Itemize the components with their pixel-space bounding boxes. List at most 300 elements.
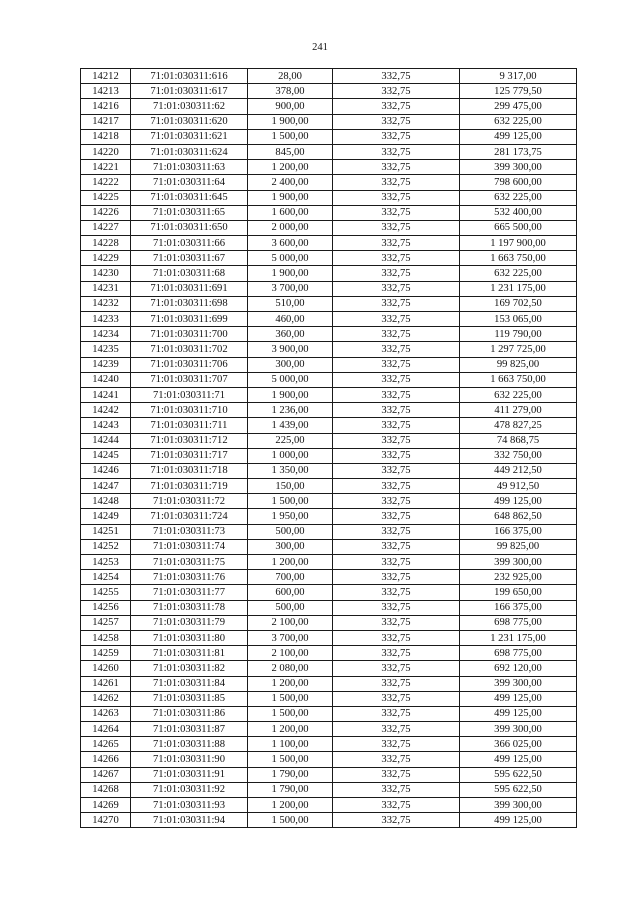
rate-cell: 332,75	[333, 327, 460, 342]
row-number-cell: 14248	[81, 494, 131, 509]
table-row	[81, 463, 577, 478]
cadastral-value-cell: 632 225,00	[460, 387, 577, 402]
table-row	[81, 706, 577, 721]
area-cell: 1 200,00	[248, 722, 333, 737]
area-cell: 300,00	[248, 539, 333, 554]
rate-cell: 332,75	[333, 524, 460, 539]
rate-cell: 332,75	[333, 782, 460, 797]
cadastral-number-cell: 71:01:030311:724	[131, 509, 248, 524]
cadastral-value-cell: 232 925,00	[460, 570, 577, 585]
cadastral-number-cell: 71:01:030311:624	[131, 144, 248, 159]
cadastral-number-cell: 71:01:030311:717	[131, 448, 248, 463]
area-cell: 1 200,00	[248, 555, 333, 570]
rate-cell: 332,75	[333, 281, 460, 296]
rate-cell: 332,75	[333, 509, 460, 524]
row-number-cell: 14257	[81, 615, 131, 630]
rate-cell: 332,75	[333, 312, 460, 327]
rate-cell: 332,75	[333, 798, 460, 813]
cadastral-number-cell: 71:01:030311:707	[131, 372, 248, 387]
area-cell: 1 200,00	[248, 676, 333, 691]
rate-cell: 332,75	[333, 479, 460, 494]
area-cell: 3 600,00	[248, 236, 333, 251]
cadastral-value-cell: 449 212,50	[460, 463, 577, 478]
cadastral-number-cell: 71:01:030311:719	[131, 479, 248, 494]
rate-cell: 332,75	[333, 585, 460, 600]
row-number-cell: 14246	[81, 463, 131, 478]
rate-cell: 332,75	[333, 661, 460, 676]
cadastral-number-cell: 71:01:030311:81	[131, 646, 248, 661]
cadastral-number-cell: 71:01:030311:712	[131, 433, 248, 448]
row-number-cell: 14251	[81, 524, 131, 539]
cadastral-number-cell: 71:01:030311:92	[131, 782, 248, 797]
cadastral-number-cell: 71:01:030311:64	[131, 175, 248, 190]
table-row	[81, 84, 577, 99]
rate-cell: 332,75	[333, 691, 460, 706]
row-number-cell: 14221	[81, 160, 131, 175]
rate-cell: 332,75	[333, 448, 460, 463]
table-row	[81, 615, 577, 630]
table-row	[81, 539, 577, 554]
table-row	[81, 327, 577, 342]
area-cell: 2 400,00	[248, 175, 333, 190]
cadastral-number-cell: 71:01:030311:63	[131, 160, 248, 175]
row-number-cell: 14234	[81, 327, 131, 342]
row-number-cell: 14253	[81, 555, 131, 570]
cadastral-number-cell: 71:01:030311:702	[131, 342, 248, 357]
row-number-cell: 14213	[81, 84, 131, 99]
cadastral-value-cell: 332 750,00	[460, 448, 577, 463]
cadastral-number-cell: 71:01:030311:66	[131, 236, 248, 251]
row-number-cell: 14243	[81, 418, 131, 433]
cadastral-value-cell: 1 663 750,00	[460, 251, 577, 266]
cadastral-number-cell: 71:01:030311:617	[131, 84, 248, 99]
area-cell: 3 700,00	[248, 630, 333, 645]
cadastral-value-cell: 478 827,25	[460, 418, 577, 433]
rate-cell: 332,75	[333, 205, 460, 220]
row-number-cell: 14265	[81, 737, 131, 752]
row-number-cell: 14252	[81, 539, 131, 554]
cadastral-number-cell: 71:01:030311:85	[131, 691, 248, 706]
cadastral-value-cell: 399 300,00	[460, 555, 577, 570]
rate-cell: 332,75	[333, 342, 460, 357]
rate-cell: 332,75	[333, 114, 460, 129]
table-row	[81, 236, 577, 251]
area-cell: 1 500,00	[248, 706, 333, 721]
table-row	[81, 99, 577, 114]
rate-cell: 332,75	[333, 539, 460, 554]
row-number-cell: 14264	[81, 722, 131, 737]
cadastral-value-cell: 411 279,00	[460, 403, 577, 418]
cadastral-value-cell: 595 622,50	[460, 782, 577, 797]
table-row	[81, 555, 577, 570]
cadastral-number-cell: 71:01:030311:72	[131, 494, 248, 509]
row-number-cell: 14260	[81, 661, 131, 676]
area-cell: 1 790,00	[248, 767, 333, 782]
row-number-cell: 14226	[81, 205, 131, 220]
rate-cell: 332,75	[333, 372, 460, 387]
table-row	[81, 646, 577, 661]
table-row	[81, 144, 577, 159]
row-number-cell: 14249	[81, 509, 131, 524]
cadastral-number-cell: 71:01:030311:74	[131, 539, 248, 554]
rate-cell: 332,75	[333, 357, 460, 372]
area-cell: 28,00	[248, 69, 333, 84]
row-number-cell: 14231	[81, 281, 131, 296]
table-row	[81, 190, 577, 205]
row-number-cell: 14216	[81, 99, 131, 114]
cadastral-value-cell: 632 225,00	[460, 266, 577, 281]
rate-cell: 332,75	[333, 813, 460, 828]
area-cell: 3 700,00	[248, 281, 333, 296]
rate-cell: 332,75	[333, 160, 460, 175]
area-cell: 1 439,00	[248, 418, 333, 433]
cadastral-number-cell: 71:01:030311:87	[131, 722, 248, 737]
table-row	[81, 661, 577, 676]
area-cell: 2 000,00	[248, 220, 333, 235]
row-number-cell: 14244	[81, 433, 131, 448]
area-cell: 845,00	[248, 144, 333, 159]
row-number-cell: 14267	[81, 767, 131, 782]
cadastral-value-cell: 1 297 725,00	[460, 342, 577, 357]
table-row	[81, 372, 577, 387]
cadastral-value-cell: 166 375,00	[460, 524, 577, 539]
row-number-cell: 14269	[81, 798, 131, 813]
rate-cell: 332,75	[333, 296, 460, 311]
area-cell: 225,00	[248, 433, 333, 448]
cadastral-number-cell: 71:01:030311:645	[131, 190, 248, 205]
row-number-cell: 14228	[81, 236, 131, 251]
area-cell: 1 900,00	[248, 387, 333, 402]
area-cell: 1 950,00	[248, 509, 333, 524]
row-number-cell: 14229	[81, 251, 131, 266]
cadastral-number-cell: 71:01:030311:711	[131, 418, 248, 433]
area-cell: 900,00	[248, 99, 333, 114]
row-number-cell: 14268	[81, 782, 131, 797]
row-number-cell: 14242	[81, 403, 131, 418]
table-row	[81, 69, 577, 84]
cadastral-value-cell: 648 862,50	[460, 509, 577, 524]
table-row	[81, 570, 577, 585]
table-row	[81, 342, 577, 357]
row-number-cell: 14270	[81, 813, 131, 828]
cadastral-number-cell: 71:01:030311:706	[131, 357, 248, 372]
row-number-cell: 14232	[81, 296, 131, 311]
cadastral-number-cell: 71:01:030311:91	[131, 767, 248, 782]
cadastral-value-cell: 1 197 900,00	[460, 236, 577, 251]
area-cell: 500,00	[248, 524, 333, 539]
row-number-cell: 14254	[81, 570, 131, 585]
cadastral-number-cell: 71:01:030311:620	[131, 114, 248, 129]
area-cell: 1 236,00	[248, 403, 333, 418]
table-row	[81, 509, 577, 524]
cadastral-value-cell: 399 300,00	[460, 676, 577, 691]
cadastral-number-cell: 71:01:030311:71	[131, 387, 248, 402]
cadastral-number-cell: 71:01:030311:700	[131, 327, 248, 342]
cadastral-value-cell: 698 775,00	[460, 646, 577, 661]
cadastral-value-cell: 9 317,00	[460, 69, 577, 84]
row-number-cell: 14227	[81, 220, 131, 235]
table-row	[81, 418, 577, 433]
table-row	[81, 630, 577, 645]
row-number-cell: 14247	[81, 479, 131, 494]
area-cell: 1 000,00	[248, 448, 333, 463]
cadastral-value-cell: 499 125,00	[460, 813, 577, 828]
row-number-cell: 14222	[81, 175, 131, 190]
cadastral-value-cell: 119 790,00	[460, 327, 577, 342]
rate-cell: 332,75	[333, 600, 460, 615]
rate-cell: 332,75	[333, 433, 460, 448]
cadastral-value-cell: 698 775,00	[460, 615, 577, 630]
cadastral-number-cell: 71:01:030311:68	[131, 266, 248, 281]
area-cell: 5 000,00	[248, 251, 333, 266]
area-cell: 1 200,00	[248, 798, 333, 813]
cadastral-value-cell: 399 300,00	[460, 160, 577, 175]
table-row	[81, 691, 577, 706]
cadastral-value-cell: 632 225,00	[460, 190, 577, 205]
cadastral-number-cell: 71:01:030311:698	[131, 296, 248, 311]
area-cell: 300,00	[248, 357, 333, 372]
row-number-cell: 14258	[81, 630, 131, 645]
table-row	[81, 251, 577, 266]
cadastral-value-cell: 199 650,00	[460, 585, 577, 600]
rate-cell: 332,75	[333, 752, 460, 767]
rate-cell: 332,75	[333, 84, 460, 99]
table-row	[81, 175, 577, 190]
cadastral-number-cell: 71:01:030311:76	[131, 570, 248, 585]
row-number-cell: 14225	[81, 190, 131, 205]
area-cell: 1 500,00	[248, 129, 333, 144]
page-number: 241	[312, 42, 328, 53]
rate-cell: 332,75	[333, 737, 460, 752]
row-number-cell: 14233	[81, 312, 131, 327]
table-row	[81, 266, 577, 281]
cadastral-value-cell: 299 475,00	[460, 99, 577, 114]
area-cell: 2 100,00	[248, 615, 333, 630]
area-cell: 150,00	[248, 479, 333, 494]
cadastral-number-cell: 71:01:030311:65	[131, 205, 248, 220]
table-row	[81, 448, 577, 463]
rate-cell: 332,75	[333, 706, 460, 721]
cadastral-number-cell: 71:01:030311:650	[131, 220, 248, 235]
cadastral-number-cell: 71:01:030311:710	[131, 403, 248, 418]
row-number-cell: 14212	[81, 69, 131, 84]
cadastral-number-cell: 71:01:030311:90	[131, 752, 248, 767]
table-row	[81, 494, 577, 509]
rate-cell: 332,75	[333, 722, 460, 737]
cadastral-number-cell: 71:01:030311:79	[131, 615, 248, 630]
cadastral-value-cell: 1 231 175,00	[460, 281, 577, 296]
area-cell: 3 900,00	[248, 342, 333, 357]
cadastral-value-cell: 1 663 750,00	[460, 372, 577, 387]
table-row	[81, 813, 577, 828]
rate-cell: 332,75	[333, 175, 460, 190]
area-cell: 700,00	[248, 570, 333, 585]
table-row	[81, 479, 577, 494]
area-cell: 1 900,00	[248, 114, 333, 129]
cadastral-number-cell: 71:01:030311:691	[131, 281, 248, 296]
row-number-cell: 14235	[81, 342, 131, 357]
area-cell: 1 100,00	[248, 737, 333, 752]
area-cell: 510,00	[248, 296, 333, 311]
table-row	[81, 676, 577, 691]
area-cell: 1 790,00	[248, 782, 333, 797]
area-cell: 2 080,00	[248, 661, 333, 676]
area-cell: 1 900,00	[248, 190, 333, 205]
cadastral-number-cell: 71:01:030311:93	[131, 798, 248, 813]
row-number-cell: 14217	[81, 114, 131, 129]
table-row	[81, 403, 577, 418]
cadastral-value-cell: 74 868,75	[460, 433, 577, 448]
area-cell: 360,00	[248, 327, 333, 342]
cadastral-value-cell: 153 065,00	[460, 312, 577, 327]
row-number-cell: 14256	[81, 600, 131, 615]
rate-cell: 332,75	[333, 220, 460, 235]
area-cell: 2 100,00	[248, 646, 333, 661]
cadastral-number-cell: 71:01:030311:73	[131, 524, 248, 539]
cadastral-value-cell: 499 125,00	[460, 129, 577, 144]
cadastral-number-cell: 71:01:030311:80	[131, 630, 248, 645]
table-row	[81, 433, 577, 448]
cadastral-number-cell: 71:01:030311:67	[131, 251, 248, 266]
row-number-cell: 14263	[81, 706, 131, 721]
row-number-cell: 14245	[81, 448, 131, 463]
cadastral-value-cell: 281 173,75	[460, 144, 577, 159]
area-cell: 1 500,00	[248, 752, 333, 767]
rate-cell: 332,75	[333, 463, 460, 478]
area-cell: 1 500,00	[248, 813, 333, 828]
area-cell: 1 200,00	[248, 160, 333, 175]
table-row	[81, 114, 577, 129]
cadastral-number-cell: 71:01:030311:88	[131, 737, 248, 752]
cadastral-number-cell: 71:01:030311:718	[131, 463, 248, 478]
table-row	[81, 524, 577, 539]
rate-cell: 332,75	[333, 494, 460, 509]
table-row	[81, 767, 577, 782]
cadastral-value-cell: 595 622,50	[460, 767, 577, 782]
row-number-cell: 14261	[81, 676, 131, 691]
area-cell: 1 350,00	[248, 463, 333, 478]
table-body	[81, 69, 577, 828]
rate-cell: 332,75	[333, 190, 460, 205]
table-row	[81, 160, 577, 175]
area-cell: 500,00	[248, 600, 333, 615]
row-number-cell: 14255	[81, 585, 131, 600]
table-row	[81, 357, 577, 372]
area-cell: 600,00	[248, 585, 333, 600]
cadastral-value-cell: 499 125,00	[460, 494, 577, 509]
table-row	[81, 281, 577, 296]
table-row	[81, 296, 577, 311]
area-cell: 460,00	[248, 312, 333, 327]
rate-cell: 332,75	[333, 418, 460, 433]
cadastral-value-cell: 49 912,50	[460, 479, 577, 494]
cadastral-number-cell: 71:01:030311:78	[131, 600, 248, 615]
cadastral-value-cell: 665 500,00	[460, 220, 577, 235]
cadastral-value-cell: 532 400,00	[460, 205, 577, 220]
rate-cell: 332,75	[333, 144, 460, 159]
cadastral-number-cell: 71:01:030311:699	[131, 312, 248, 327]
row-number-cell: 14262	[81, 691, 131, 706]
area-cell: 1 500,00	[248, 691, 333, 706]
cadastral-number-cell: 71:01:030311:75	[131, 555, 248, 570]
rate-cell: 332,75	[333, 676, 460, 691]
cadastral-number-cell: 71:01:030311:94	[131, 813, 248, 828]
cadastral-value-cell: 692 120,00	[460, 661, 577, 676]
cadastral-value-cell: 99 825,00	[460, 357, 577, 372]
table-row	[81, 205, 577, 220]
table-row	[81, 129, 577, 144]
row-number-cell: 14259	[81, 646, 131, 661]
rate-cell: 332,75	[333, 615, 460, 630]
rate-cell: 332,75	[333, 266, 460, 281]
rate-cell: 332,75	[333, 555, 460, 570]
cadastral-value-cell: 499 125,00	[460, 706, 577, 721]
table-row	[81, 600, 577, 615]
cadastral-number-cell: 71:01:030311:621	[131, 129, 248, 144]
area-cell: 378,00	[248, 84, 333, 99]
cadastral-number-cell: 71:01:030311:62	[131, 99, 248, 114]
area-cell: 1 500,00	[248, 494, 333, 509]
row-number-cell: 14218	[81, 129, 131, 144]
cadastral-value-cell: 1 231 175,00	[460, 630, 577, 645]
rate-cell: 332,75	[333, 99, 460, 114]
table-row	[81, 722, 577, 737]
cadastral-value-cell: 499 125,00	[460, 691, 577, 706]
cadastral-value-cell: 166 375,00	[460, 600, 577, 615]
row-number-cell: 14239	[81, 357, 131, 372]
cadastral-value-cell: 798 600,00	[460, 175, 577, 190]
row-number-cell: 14240	[81, 372, 131, 387]
rate-cell: 332,75	[333, 630, 460, 645]
rate-cell: 332,75	[333, 236, 460, 251]
cadastral-value-cell: 632 225,00	[460, 114, 577, 129]
rate-cell: 332,75	[333, 251, 460, 266]
table-row	[81, 220, 577, 235]
table-row	[81, 798, 577, 813]
area-cell: 1 900,00	[248, 266, 333, 281]
table-row	[81, 585, 577, 600]
rate-cell: 332,75	[333, 570, 460, 585]
cadastral-number-cell: 71:01:030311:86	[131, 706, 248, 721]
cadastral-value-cell: 125 779,50	[460, 84, 577, 99]
table-row	[81, 387, 577, 402]
area-cell: 5 000,00	[248, 372, 333, 387]
row-number-cell: 14220	[81, 144, 131, 159]
row-number-cell: 14230	[81, 266, 131, 281]
cadastral-value-cell: 169 702,50	[460, 296, 577, 311]
row-number-cell: 14266	[81, 752, 131, 767]
cadastral-number-cell: 71:01:030311:84	[131, 676, 248, 691]
cadastral-value-cell: 499 125,00	[460, 752, 577, 767]
cadastral-number-cell: 71:01:030311:77	[131, 585, 248, 600]
table-row	[81, 312, 577, 327]
row-number-cell: 14241	[81, 387, 131, 402]
cadastral-value-cell: 99 825,00	[460, 539, 577, 554]
rate-cell: 332,75	[333, 387, 460, 402]
cadastral-number-cell: 71:01:030311:82	[131, 661, 248, 676]
rate-cell: 332,75	[333, 129, 460, 144]
rate-cell: 332,75	[333, 767, 460, 782]
table-row	[81, 752, 577, 767]
rate-cell: 332,75	[333, 69, 460, 84]
rate-cell: 332,75	[333, 403, 460, 418]
cadastral-value-cell: 399 300,00	[460, 722, 577, 737]
table-row	[81, 737, 577, 752]
rate-cell: 332,75	[333, 646, 460, 661]
cadastral-value-cell: 399 300,00	[460, 798, 577, 813]
area-cell: 1 600,00	[248, 205, 333, 220]
table-row	[81, 782, 577, 797]
